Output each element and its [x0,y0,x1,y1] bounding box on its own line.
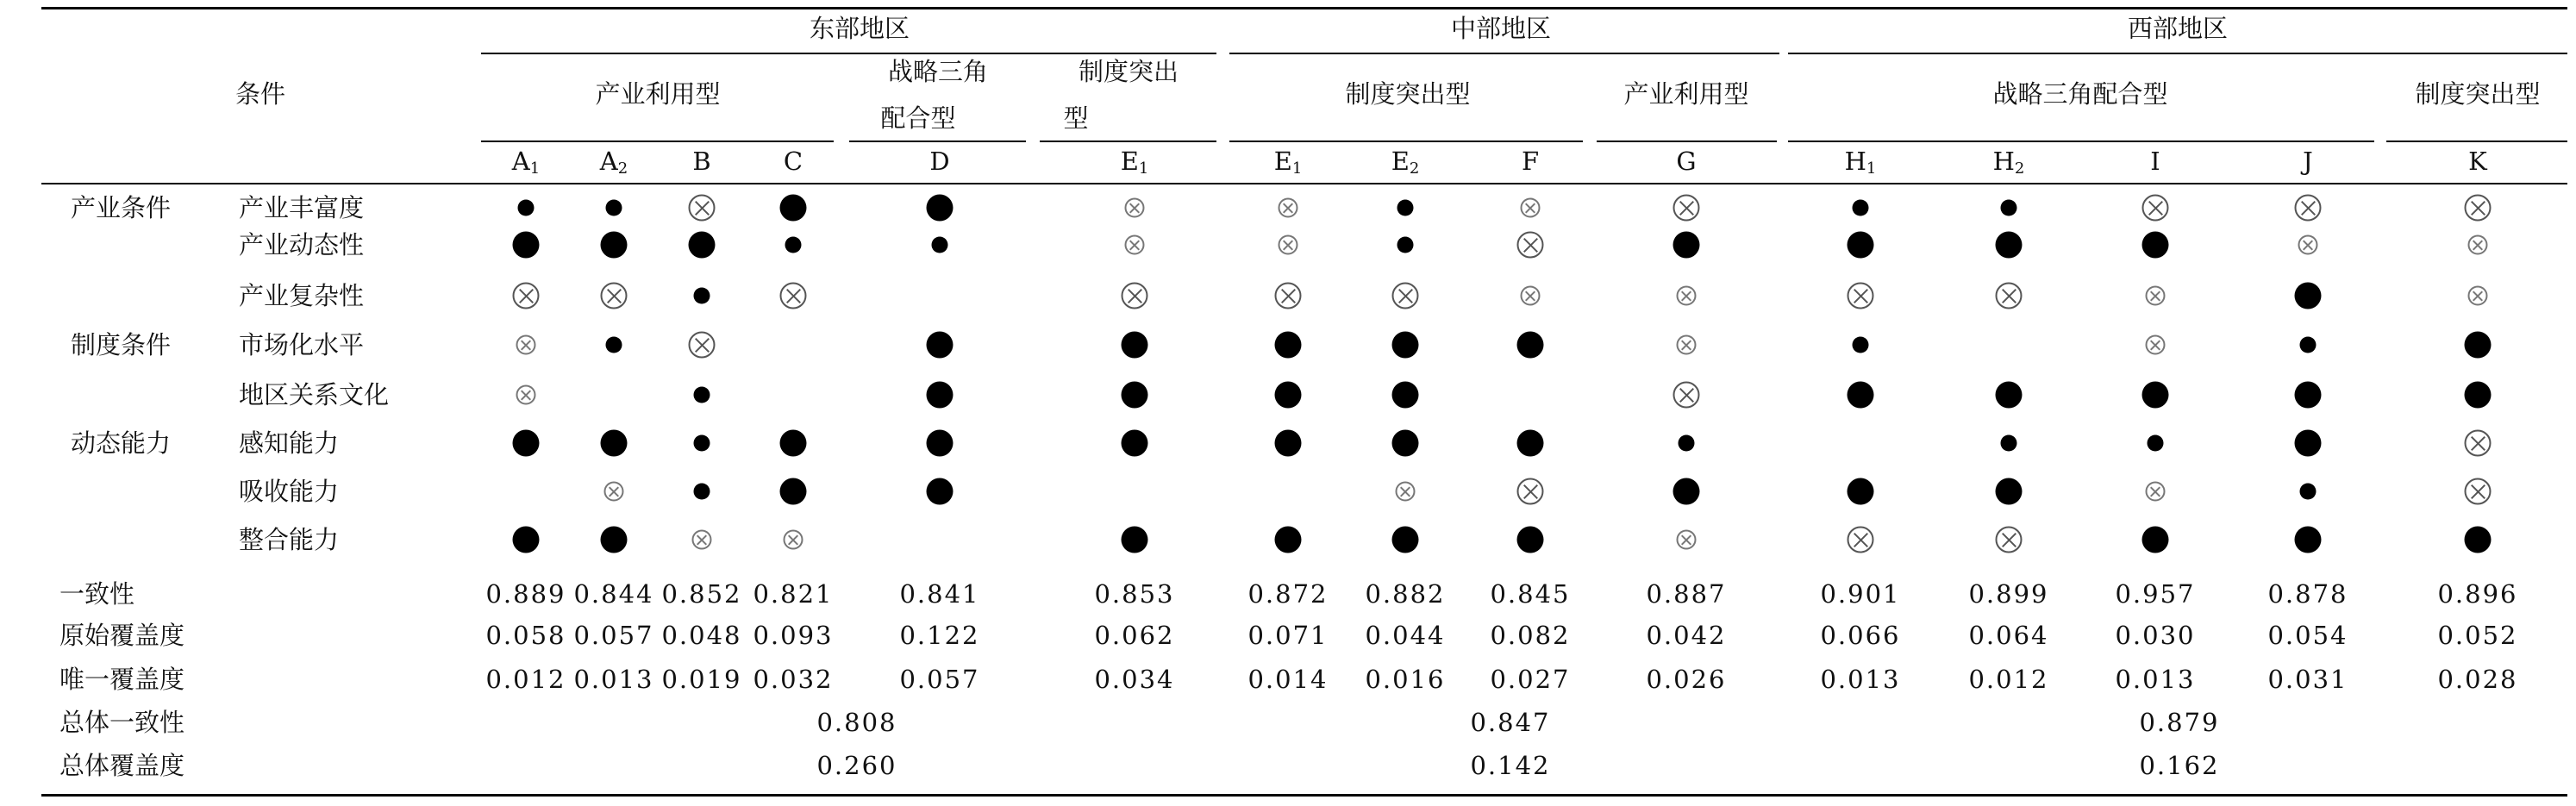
core-absent-symbol [1392,283,1419,309]
core-present-symbol [513,527,540,553]
core-absent-symbol [1673,195,1700,222]
peripheral-absent-symbol [2468,235,2488,255]
peripheral-present-symbol [2300,337,2317,353]
core-present-symbol [513,430,540,457]
stat-value: 0.013 [2115,665,2196,694]
peripheral-present-symbol [694,387,710,403]
core-present-symbol [1517,332,1544,359]
group-label: 制度突出型 [1345,79,1471,109]
config-label: K [2468,147,2487,176]
config-label: $E_1$ [1120,147,1149,178]
core-present-symbol [1122,382,1148,409]
group-label: 战略三角配合型 [1992,79,2168,109]
core-absent-symbol [2465,478,2492,505]
core-present-symbol [2295,283,2322,309]
rule-central [1229,53,1779,54]
core-absent-symbol [780,283,807,309]
rule-group [1040,141,1216,142]
peripheral-present-symbol [518,200,535,216]
group-label: 产业利用型 [595,79,721,109]
peripheral-present-symbol [1397,237,1414,253]
core-absent-symbol [1517,478,1544,505]
core-present-symbol [780,478,807,505]
config-label: $E_2$ [1391,147,1420,178]
overall-value: 0.879 [2139,708,2220,737]
core-absent-symbol [689,332,716,359]
overall-value: 0.808 [816,708,897,737]
region-central: 中部地区 [1450,14,1552,43]
core-absent-symbol [1996,283,2023,309]
rule-group [2386,141,2567,142]
overall-value: 0.847 [1470,708,1551,737]
rule-group [849,141,1026,142]
stat-value: 0.042 [1646,621,1727,650]
stat-value: 0.034 [1094,665,1175,694]
condition-label: 市场化水平 [239,330,365,359]
core-present-symbol [2295,527,2322,553]
core-present-symbol [927,332,953,359]
peripheral-present-symbol [1853,337,1869,353]
stat-value: 0.032 [753,665,834,694]
core-present-symbol [1275,382,1302,409]
core-absent-symbol [1517,232,1544,259]
stat-value: 0.845 [1490,579,1571,609]
stat-value: 0.853 [1094,579,1175,609]
peripheral-present-symbol [2300,484,2317,500]
peripheral-present-symbol [694,435,710,452]
rule-group [481,141,834,142]
stat-value: 0.014 [1247,665,1329,694]
core-present-symbol [1275,430,1302,457]
overall-label: 总体覆盖度 [59,751,185,780]
config-label: F [1521,147,1540,176]
peripheral-absent-symbol [1677,335,1697,355]
stat-value: 0.012 [485,665,566,694]
core-present-symbol [1517,430,1544,457]
peripheral-absent-symbol [1521,198,1541,218]
stat-value: 0.030 [2115,621,2196,650]
group-label: 型 [1063,103,1089,133]
rule-east [481,53,1216,54]
peripheral-present-symbol [606,337,622,353]
core-present-symbol [1848,382,1874,409]
peripheral-present-symbol [694,288,710,304]
core-present-symbol [601,430,628,457]
peripheral-absent-symbol [604,482,624,502]
core-present-symbol [2465,527,2492,553]
config-label: $E_1$ [1273,147,1303,178]
stat-value: 0.882 [1365,579,1446,609]
core-present-symbol [601,232,628,259]
config-label: I [2150,147,2160,176]
stat-value: 0.052 [2437,621,2518,650]
condition-label: 地区关系文化 [239,380,390,409]
peripheral-absent-symbol [1125,198,1145,218]
condition-label: 产业丰富度 [239,193,365,222]
peripheral-absent-symbol [2468,286,2488,306]
peripheral-present-symbol [785,237,802,253]
peripheral-absent-symbol [2146,335,2166,355]
core-present-symbol [1275,527,1302,553]
peripheral-absent-symbol [1677,530,1697,550]
peripheral-present-symbol [2001,435,2017,452]
stat-value: 0.852 [661,579,742,609]
peripheral-present-symbol [2001,200,2017,216]
peripheral-absent-symbol [1677,286,1697,306]
peripheral-absent-symbol [692,530,712,550]
core-present-symbol [1122,527,1148,553]
peripheral-present-symbol [606,200,622,216]
peripheral-absent-symbol [516,385,536,405]
condition-label: 产业复杂性 [239,281,365,310]
rule-group [1597,141,1777,142]
group-label: 配合型 [880,103,956,133]
core-absent-symbol [1122,283,1148,309]
core-absent-symbol [2142,195,2169,222]
peripheral-present-symbol [932,237,948,253]
category-label: 产业条件 [71,193,172,222]
stat-value: 0.012 [1968,665,2049,694]
overall-value: 0.142 [1470,751,1551,780]
stat-value: 0.062 [1094,621,1175,650]
stat-value: 0.901 [1820,579,1901,609]
rule-west [1788,53,2567,54]
core-present-symbol [1996,478,2023,505]
config-label: C [783,147,803,176]
core-present-symbol [2142,527,2169,553]
peripheral-absent-symbol [1125,235,1145,255]
core-absent-symbol [1673,382,1700,409]
core-present-symbol [1392,382,1419,409]
stat-label: 一致性 [59,579,135,609]
group-label: 产业利用型 [1623,79,1749,109]
bottom-rule [41,794,2567,797]
condition-header: 条件 [234,79,286,109]
core-present-symbol [1392,430,1419,457]
core-present-symbol [2295,382,2322,409]
config-label: $A_2$ [599,147,628,178]
core-absent-symbol [2465,430,2492,457]
stat-label: 原始覆盖度 [59,621,185,650]
peripheral-present-symbol [1853,200,1869,216]
condition-label: 产业动态性 [239,230,365,259]
stat-value: 0.048 [661,621,742,650]
stat-value: 0.016 [1365,665,1446,694]
config-label: $H_1$ [1844,147,1877,178]
group-label: 制度突出 [1078,57,1179,86]
peripheral-absent-symbol [2146,286,2166,306]
overall-label: 总体一致性 [59,708,185,737]
peripheral-absent-symbol [1279,235,1298,255]
peripheral-absent-symbol [1521,286,1541,306]
config-label: G [1676,147,1697,176]
stat-value: 0.896 [2437,579,2518,609]
condition-label: 吸收能力 [239,477,340,506]
stat-label: 唯一覆盖度 [59,665,185,694]
core-absent-symbol [1848,283,1874,309]
overall-value: 0.162 [2139,751,2220,780]
stat-value: 0.028 [2437,665,2518,694]
core-absent-symbol [1275,283,1302,309]
core-present-symbol [1848,478,1874,505]
core-present-symbol [780,195,807,222]
category-label: 制度条件 [71,330,172,359]
stat-value: 0.064 [1968,621,2049,650]
peripheral-absent-symbol [1279,198,1298,218]
stat-value: 0.887 [1646,579,1727,609]
core-present-symbol [1996,382,2023,409]
header-bottom-rule [41,183,2567,184]
rule-group [1229,141,1583,142]
core-present-symbol [1122,332,1148,359]
peripheral-absent-symbol [2298,235,2318,255]
condition-label: 感知能力 [239,428,340,458]
stat-value: 0.122 [899,621,980,650]
peripheral-absent-symbol [1396,482,1416,502]
group-label: 战略三角 [887,57,989,86]
peripheral-absent-symbol [2146,482,2166,502]
core-present-symbol [927,382,953,409]
peripheral-absent-symbol [516,335,536,355]
core-present-symbol [513,232,540,259]
config-label: $A_1$ [511,147,541,178]
stat-value: 0.821 [753,579,834,609]
core-absent-symbol [689,195,716,222]
peripheral-present-symbol [1679,435,1695,452]
stat-value: 0.054 [2267,621,2348,650]
core-present-symbol [2142,382,2169,409]
core-present-symbol [927,430,953,457]
core-absent-symbol [1848,527,1874,553]
stat-value: 0.841 [899,579,980,609]
core-absent-symbol [2465,195,2492,222]
stat-value: 0.093 [753,621,834,650]
core-present-symbol [2142,232,2169,259]
config-label: $H_2$ [1992,147,2025,178]
rule-group [1788,141,2374,142]
core-present-symbol [780,430,807,457]
core-present-symbol [1673,478,1700,505]
core-present-symbol [2465,332,2492,359]
stat-value: 0.058 [485,621,566,650]
peripheral-absent-symbol [784,530,803,550]
core-present-symbol [2465,382,2492,409]
core-present-symbol [927,195,953,222]
stat-value: 0.082 [1490,621,1571,650]
region-west: 西部地区 [2127,14,2229,43]
stat-value: 0.057 [899,665,980,694]
stat-value: 0.066 [1820,621,1901,650]
core-present-symbol [601,527,628,553]
core-present-symbol [1392,332,1419,359]
category-label: 动态能力 [71,428,172,458]
core-present-symbol [689,232,716,259]
core-present-symbol [1275,332,1302,359]
stat-value: 0.013 [1820,665,1901,694]
overall-value: 0.260 [816,751,897,780]
config-label: D [929,147,950,176]
peripheral-present-symbol [694,484,710,500]
stat-value: 0.957 [2115,579,2196,609]
stat-value: 0.013 [573,665,654,694]
stat-value: 0.878 [2267,579,2348,609]
core-absent-symbol [2295,195,2322,222]
stat-value: 0.057 [573,621,654,650]
stat-value: 0.844 [573,579,654,609]
stat-value: 0.899 [1968,579,2049,609]
core-present-symbol [1122,430,1148,457]
core-absent-symbol [513,283,540,309]
core-present-symbol [1848,232,1874,259]
core-present-symbol [1517,527,1544,553]
core-present-symbol [1673,232,1700,259]
core-present-symbol [927,478,953,505]
region-east: 东部地区 [809,14,910,43]
core-present-symbol [1392,527,1419,553]
condition-label: 整合能力 [239,525,340,554]
stat-value: 0.872 [1247,579,1329,609]
stat-value: 0.031 [2267,665,2348,694]
stat-value: 0.019 [661,665,742,694]
config-label: B [692,147,711,176]
top-rule [41,7,2567,9]
peripheral-present-symbol [2148,435,2164,452]
config-label: J [2303,147,2313,176]
stat-value: 0.026 [1646,665,1727,694]
stat-value: 0.889 [485,579,566,609]
core-absent-symbol [601,283,628,309]
group-label: 制度突出型 [2415,79,2541,109]
core-present-symbol [1996,232,2023,259]
peripheral-present-symbol [1397,200,1414,216]
stat-value: 0.071 [1247,621,1329,650]
stat-value: 0.044 [1365,621,1446,650]
stat-value: 0.027 [1490,665,1571,694]
core-present-symbol [2295,430,2322,457]
core-absent-symbol [1996,527,2023,553]
